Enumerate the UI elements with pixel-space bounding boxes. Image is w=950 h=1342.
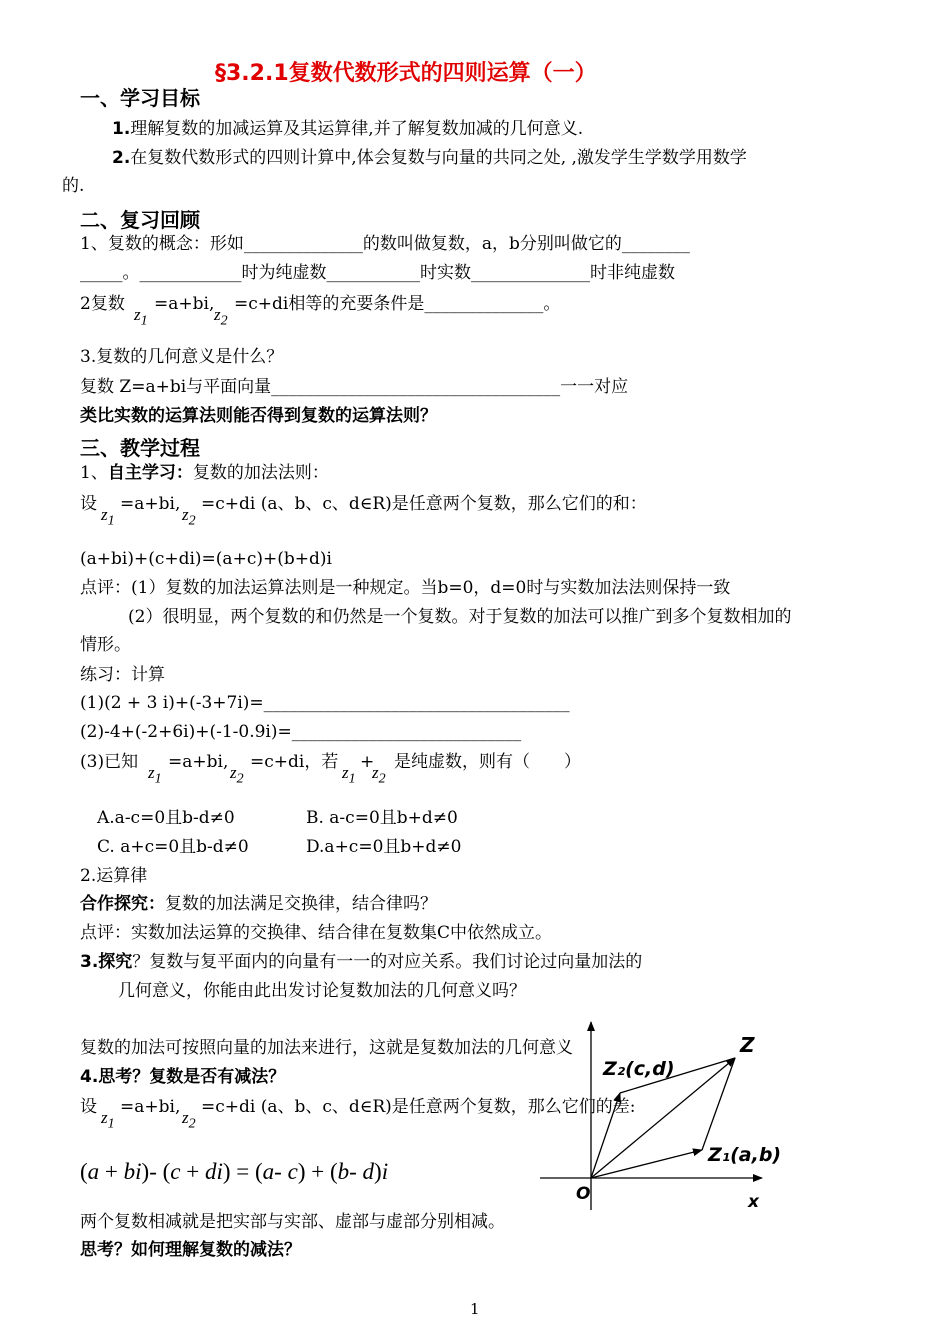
goal-1: 1.理解复数的加减运算及其运算律,并了解复数加减的几何意义. bbox=[112, 119, 584, 139]
plus-sign: + bbox=[360, 752, 375, 772]
exercise-3-middle: =a+bi, bbox=[168, 752, 229, 772]
x-axis-label: x bbox=[748, 1192, 759, 1212]
exercise-1: (1)(2 + 3 i)+(-3+7i)=____________________________________ bbox=[80, 693, 570, 713]
think-subtraction-2: 思考？如何理解复数的减法？ bbox=[80, 1240, 301, 1260]
z2-symbol: $z_2$ bbox=[182, 1108, 196, 1132]
exercise-2: (2)-4+(-2+6i)+(-1-0.9i)=___________________________ bbox=[80, 722, 522, 742]
comment-2: (2）很明显，两个复数的和仍然是一个复数。对于复数的加法可以推广到多个复数相加的 bbox=[128, 607, 792, 627]
goal-2-continued: 的. bbox=[62, 176, 85, 196]
review-q2-suffix: =c+di相等的充要条件是______________。 bbox=[234, 294, 561, 314]
review-q1-line2: _____。____________时为纯虚数___________时实数______________时非纯虚数 bbox=[80, 263, 675, 283]
addition-formula: (a+bi)+(c+di)=(a+c)+(b+d)i bbox=[80, 549, 332, 569]
practice-label: 练习：计算 bbox=[80, 665, 165, 685]
review-q2-middle: =a+bi, bbox=[154, 294, 215, 314]
add-set-prefix: 设 bbox=[80, 494, 97, 514]
explore-line1: 3.探究？复数与复平面内的向量有一一的对应关系。我们讨论过向量加法的 bbox=[80, 952, 643, 972]
think-subtraction: 4.思考？复数是否有减法？ bbox=[80, 1067, 286, 1087]
subtraction-explanation: 两个复数相减就是把实部与实部、虚部与虚部分别相减。 bbox=[80, 1212, 505, 1232]
z1-symbol: $z_1$ bbox=[134, 305, 148, 329]
subtraction-formula: (a + bi)- (c + di) = (a- c) + (b- d)i bbox=[80, 1159, 389, 1184]
point-z1-label: Z₁(a,b) bbox=[708, 1144, 782, 1166]
section-heading-goals: 一、学习目标 bbox=[80, 86, 200, 110]
coop-explore: 合作探究：复数的加法满足交换律，结合律吗？ bbox=[80, 894, 437, 914]
review-q1-line1: 1、复数的概念：形如______________的数叫做复数，a，b分别叫做它的________ bbox=[80, 234, 690, 254]
origin-label: O bbox=[576, 1184, 591, 1204]
add-set-middle: =a+bi, bbox=[120, 494, 181, 514]
option-d: D.a+c=0且b+d≠0 bbox=[306, 837, 462, 857]
comment-2-continued: 情形。 bbox=[80, 635, 131, 655]
review-q3-line1: 3.复数的几何意义是什么？ bbox=[80, 347, 284, 367]
z2-symbol: $z_2$ bbox=[372, 763, 386, 787]
sub-set-prefix: 设 bbox=[80, 1097, 97, 1117]
z2-symbol: $z_2$ bbox=[230, 763, 244, 787]
page-title: §3.2.1复数代数形式的四则运算（一） bbox=[215, 61, 597, 86]
section-heading-review: 二、复习回顾 bbox=[80, 208, 200, 232]
sub-set-suffix: =c+di (a、b、c、d∈R)是任意两个复数，那么它们的差: bbox=[201, 1097, 636, 1117]
explore-line2: 几何意义，你能由此出发讨论复数加法的几何意义吗？ bbox=[118, 981, 526, 1001]
z2-symbol: $z_2$ bbox=[214, 305, 228, 329]
page-number: 1 bbox=[470, 1300, 480, 1318]
z1-symbol: $z_1$ bbox=[101, 505, 115, 529]
comment-1: 点评：(1）复数的加法运算法则是一种规定。当b=0，d=0时与实数加法法则保持一致 bbox=[80, 578, 731, 598]
z1-symbol: $z_1$ bbox=[342, 763, 356, 787]
option-c: C. a+c=0且b-d≠0 bbox=[97, 837, 249, 857]
sub-set-middle: =a+bi, bbox=[120, 1097, 181, 1117]
exercise-3-middle-2: =c+di，若 bbox=[250, 752, 339, 772]
z2-symbol: $z_2$ bbox=[182, 505, 196, 529]
exercise-3-prefix: (3)已知 bbox=[80, 752, 139, 772]
analogy-question: 类比实数的运算法则能否得到复数的运算法则？ bbox=[80, 406, 437, 426]
point-z2-label: Z₂(c,d) bbox=[603, 1058, 675, 1080]
law-comment: 点评：实数加法运算的交换律、结合律在复数集C中依然成立。 bbox=[80, 923, 553, 943]
geometric-meaning: 复数的加法可按照向量的加法来进行，这就是复数加法的几何意义 bbox=[80, 1038, 573, 1058]
section-heading-process: 三、教学过程 bbox=[80, 436, 200, 460]
goal-2: 2.在复数代数形式的四则计算中,体会复数与向量的共同之处, ,激发学生学数学用数学 bbox=[112, 148, 747, 168]
exercise-3-suffix: 是纯虚数，则有（ ） bbox=[394, 752, 581, 772]
option-a: A.a-c=0且b-d≠0 bbox=[97, 808, 235, 828]
review-q3-line2: 复数 Z=a+bi与平面向量__________________________________一一对应 bbox=[80, 377, 629, 397]
law-label: 2.运算律 bbox=[80, 866, 148, 886]
z1-symbol: $z_1$ bbox=[148, 763, 162, 787]
z1-symbol: $z_1$ bbox=[101, 1108, 115, 1132]
review-q2-prefix: 2复数 bbox=[80, 294, 125, 314]
option-b: B. a-c=0且b+d≠0 bbox=[306, 808, 458, 828]
self-study-line: 1、自主学习：复数的加法法则： bbox=[80, 463, 329, 483]
add-set-suffix: =c+di (a、b、c、d∈R)是任意两个复数，那么它们的和： bbox=[201, 494, 647, 514]
point-z-label: Z bbox=[740, 1033, 755, 1057]
